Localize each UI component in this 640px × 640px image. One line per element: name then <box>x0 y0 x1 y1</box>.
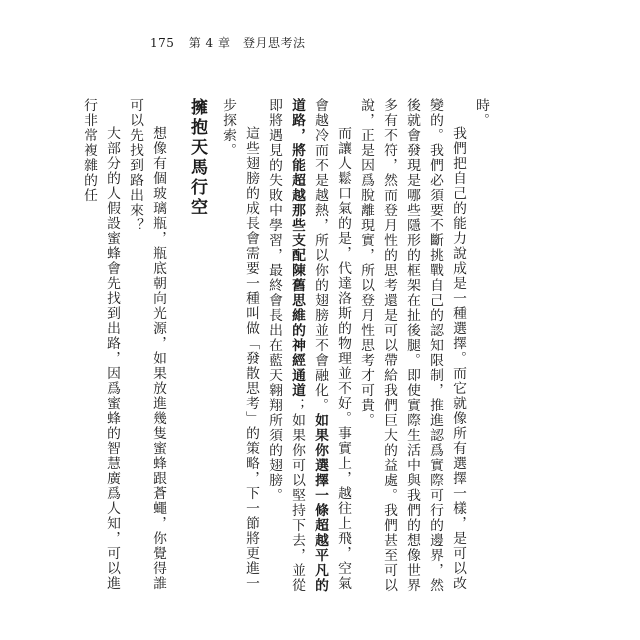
paragraph-bottle: 想像有個玻璃瓶，瓶底朝向光源，如果放進幾隻蜜蜂跟蒼蠅，你覺得誰可以先找到路出來？ <box>127 98 166 591</box>
paragraph-daedalus-text: 而讓人鬆口氣的是，代達洛斯的物理並不好。事實上，越往上飛，空氣會越冷而不是越熱，所以你的翅膀並不會融化。 <box>312 98 351 591</box>
emphasis-text: 如果你選擇一條超越平凡的道路，將能超越那些支配陳舊思維的神經通道 <box>289 98 328 593</box>
paragraph-daedalus-end: ；如果你可以堅持下去，並從即將遇見的失敗中學習，最終會長出在藍天翱翔所須的翅膀。 <box>266 98 305 593</box>
chapter-title: 第 4 章 登月思考法 <box>188 36 306 50</box>
section-heading: 擁抱天馬行空 <box>187 98 207 218</box>
paragraph-continued: 時。 <box>473 98 489 128</box>
running-header <box>150 34 306 51</box>
paragraph-choice: 我們把自己的能力說成是一種選擇。而它就像所有選擇一樣，是可以改變的。我們必須要不斷挑戰自己的認知限制，推進認爲實際可行的邊界，然後就會發現是哪些隱形的框架在扯後腿。即使實際生活中與我們的想像世界多有不符，然而登月性的思考還是可以帶給我們巨大的益處。我們甚至可以說，正是因爲脫離現實，所以登月性思考才可貴。 <box>358 98 466 593</box>
paragraph-daedalus <box>262 98 354 598</box>
page-number: 175 <box>150 36 175 50</box>
paragraph-wings: 這些翅膀的成長會需要一種叫做「發散思考」的策略，下一節將更進一步探索。 <box>220 98 259 591</box>
paragraph-bees: 大部分的人假設蜜蜂會先找到出路，因爲蜜蜂的智慧廣爲人知，可以進行非常複雜的任 <box>81 98 120 591</box>
body-text <box>77 98 492 598</box>
section-spacer <box>212 98 216 598</box>
